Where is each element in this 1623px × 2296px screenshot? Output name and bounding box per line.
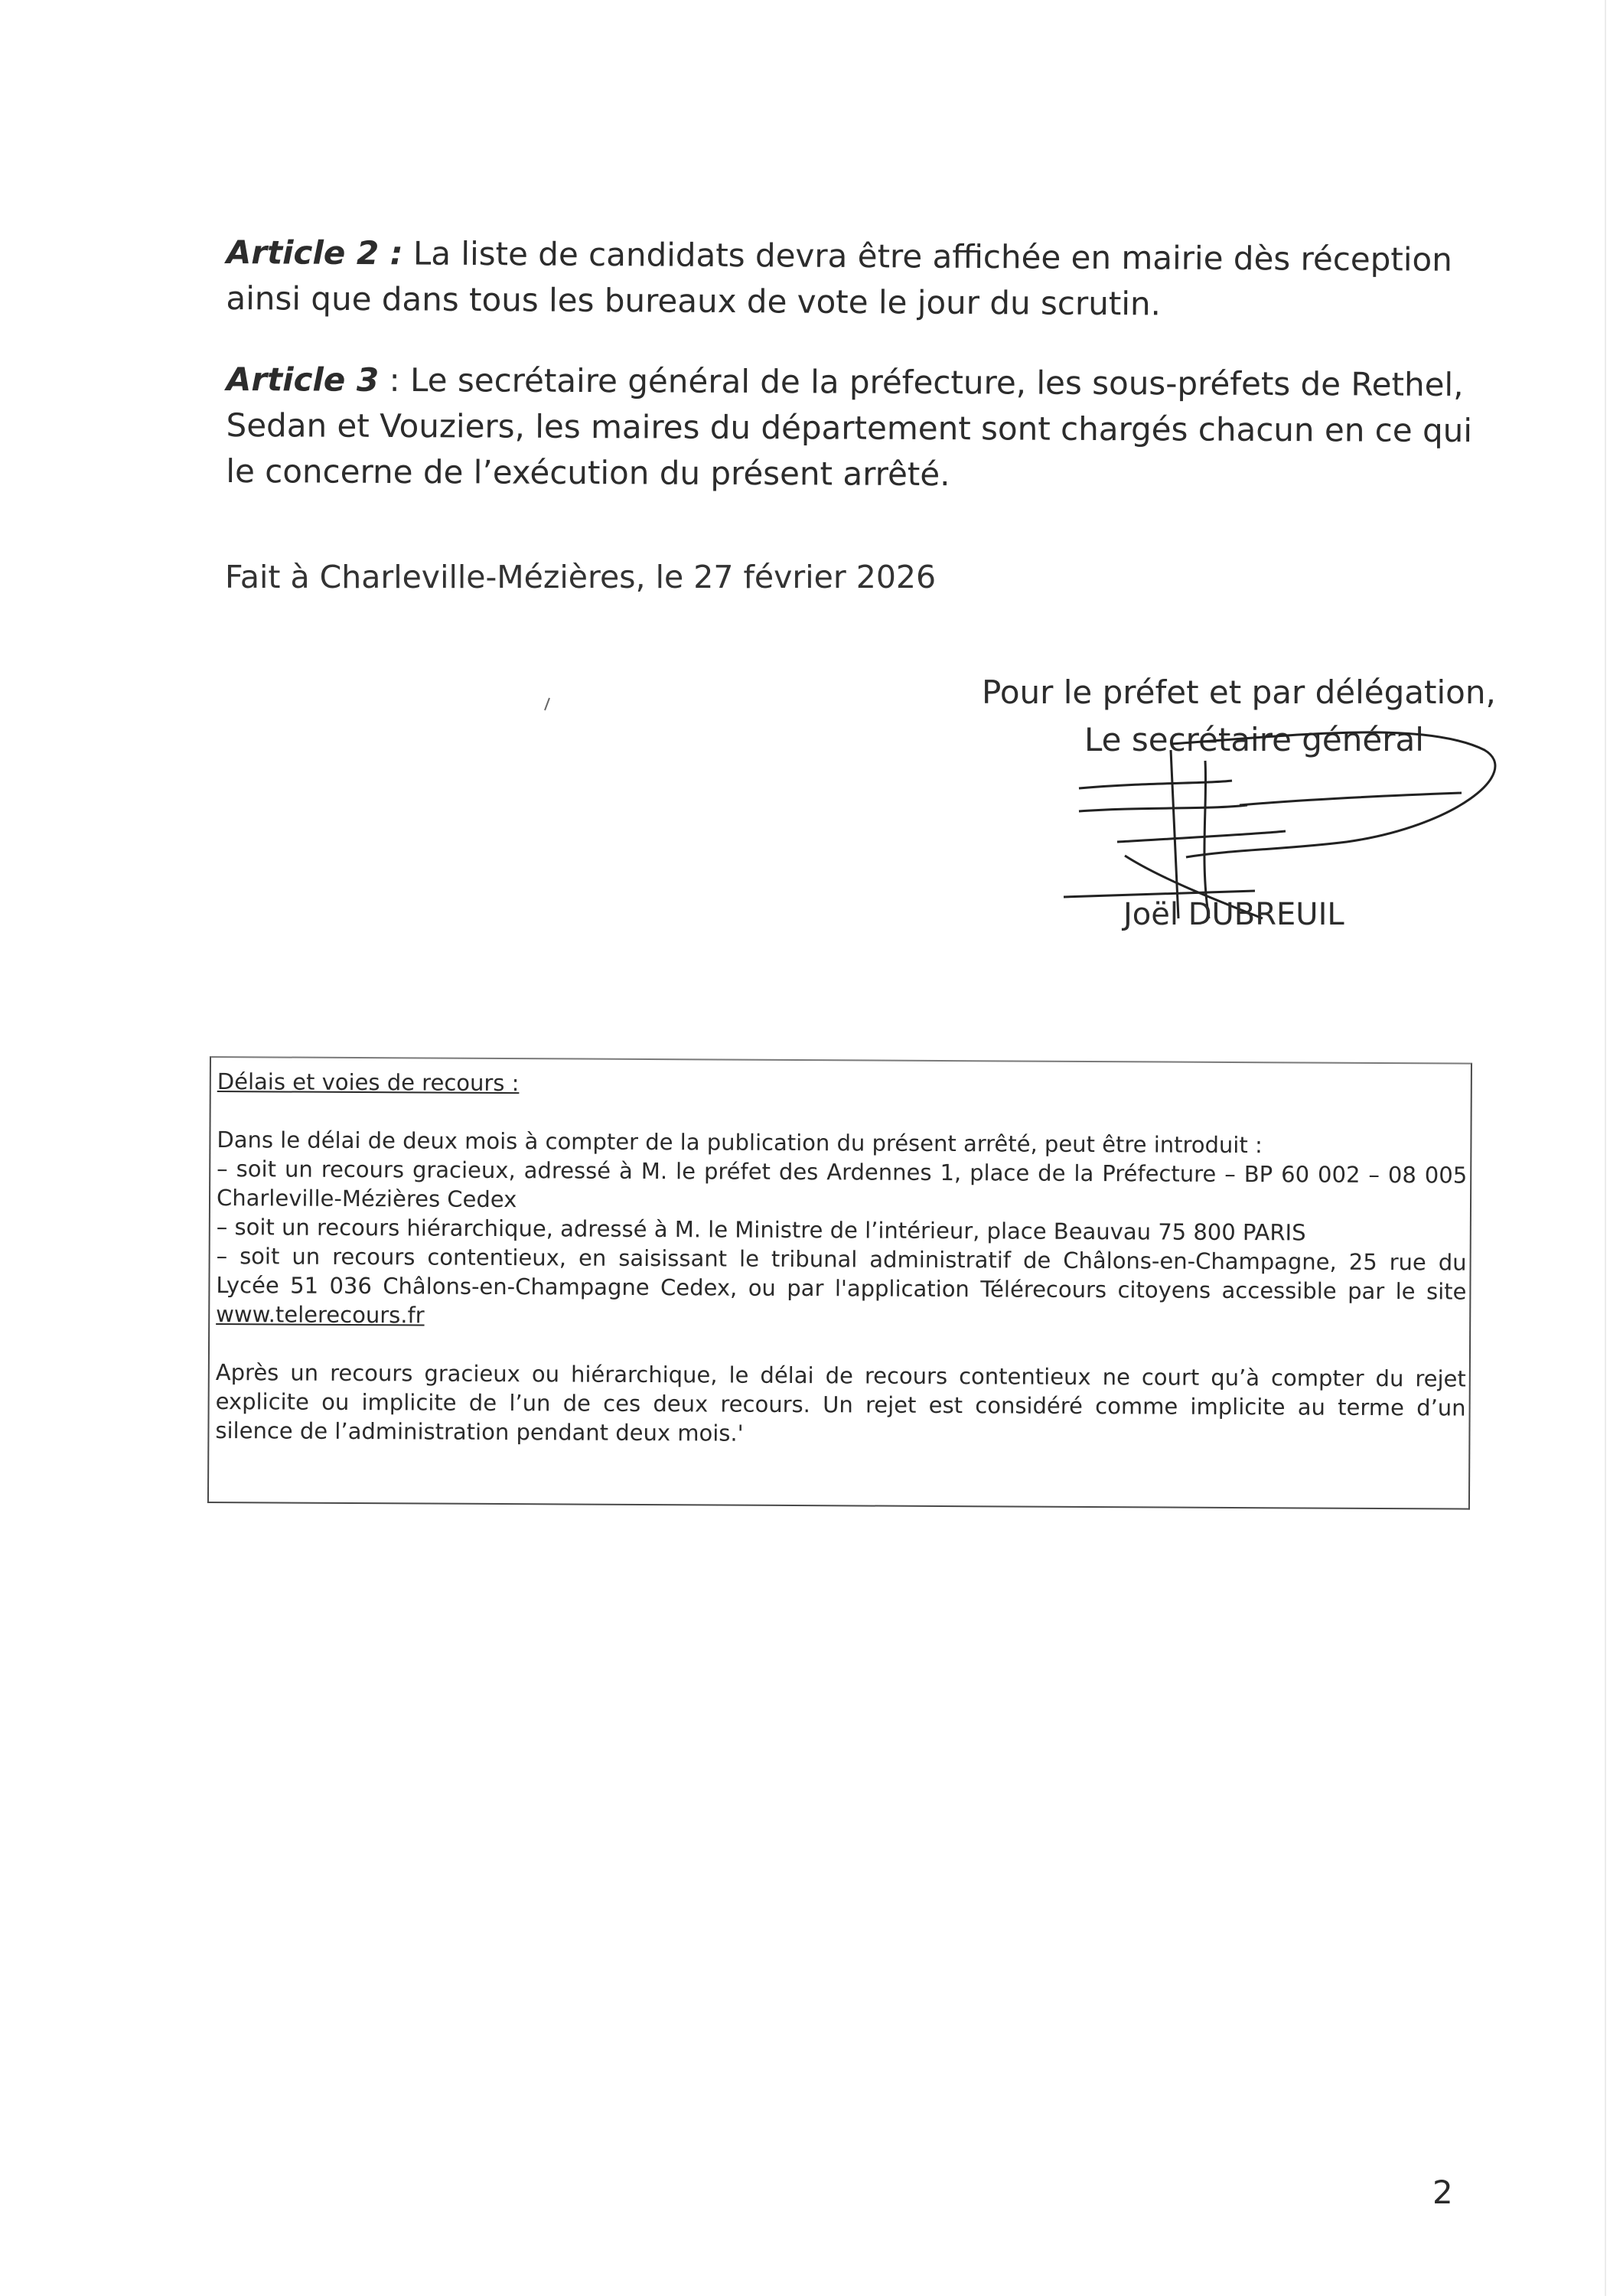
recours-notice-box bbox=[207, 1056, 1472, 1510]
recours-gracieux-line-1: – soit un recours gracieux, adressé à M. le préfet des Ardennes 1, place de la Préfecture – BP 60 002 – 08 005 bbox=[217, 1156, 1468, 1189]
signature-role: Le secrétaire général bbox=[1084, 721, 1424, 758]
recours-contentieux-line-2: Lycée 51 036 Châlons-en-Champagne Cedex, ou par l'application Télérecours citoyens accessible par le site bbox=[216, 1272, 1467, 1305]
recours-intro: Dans le délai de deux mois à compter de la publication du présent arrêté, peut être introduit : bbox=[217, 1127, 1263, 1159]
article-3-text: : Le secrétaire général de la préfecture, les sous-préfets de Rethel, Sedan et Vouziers, les maires du département sont chargés chacun en ce qui le concerne de l’exécution du présent arrêté. bbox=[226, 360, 1473, 494]
recours-hierarchique: – soit un recours hiérarchique, adressé à M. le Ministre de l’intérieur, place Beauvau 75 800 PARIS bbox=[216, 1214, 1306, 1246]
signature-delegation: Pour le préfet et par délégation, bbox=[982, 673, 1496, 711]
page-number: 2 bbox=[1432, 2174, 1453, 2211]
place-and-date: Fait à Charleville-Mézières, le 27 février 2026 bbox=[225, 559, 937, 595]
article-2-label: Article 2 : bbox=[226, 233, 403, 272]
recours-contentieux-line-1: – soit un recours contentieux, en saisissant le tribunal administratif de Châlons-en-Champagne, 25 rue du bbox=[216, 1243, 1467, 1276]
article-3-label: Article 3 bbox=[226, 360, 380, 399]
recours-note-line-3: silence de l’administration pendant deux mois.' bbox=[215, 1417, 744, 1446]
scan-page-edge bbox=[1605, 0, 1606, 2296]
recours-title: Délais et voies de recours : bbox=[217, 1068, 520, 1097]
recours-note-line-2: explicite ou implicite de l’un de ces deux recours. Un rejet est considéré comme implicite au terme d’un bbox=[215, 1388, 1466, 1421]
recours-note-line-1: Après un recours gracieux ou hiérarchique, le délai de recours contentieux ne court qu’à compter du rejet bbox=[215, 1359, 1466, 1392]
article-3 bbox=[226, 357, 1489, 500]
recours-gracieux-line-2: Charleville-Mézières Cedex bbox=[216, 1185, 517, 1213]
article-2 bbox=[226, 230, 1489, 329]
article-2-text: La liste de candidats devra être affichée en mairie dès réception ainsi que dans tous les bureaux de vote le jour du scrutin. bbox=[226, 234, 1452, 323]
telerecours-link[interactable]: www.telerecours.fr bbox=[216, 1301, 425, 1329]
signatory-name: Joël DUBREUIL bbox=[1123, 897, 1344, 932]
handwritten-signature bbox=[1056, 727, 1500, 926]
stray-pen-mark bbox=[542, 696, 552, 712]
